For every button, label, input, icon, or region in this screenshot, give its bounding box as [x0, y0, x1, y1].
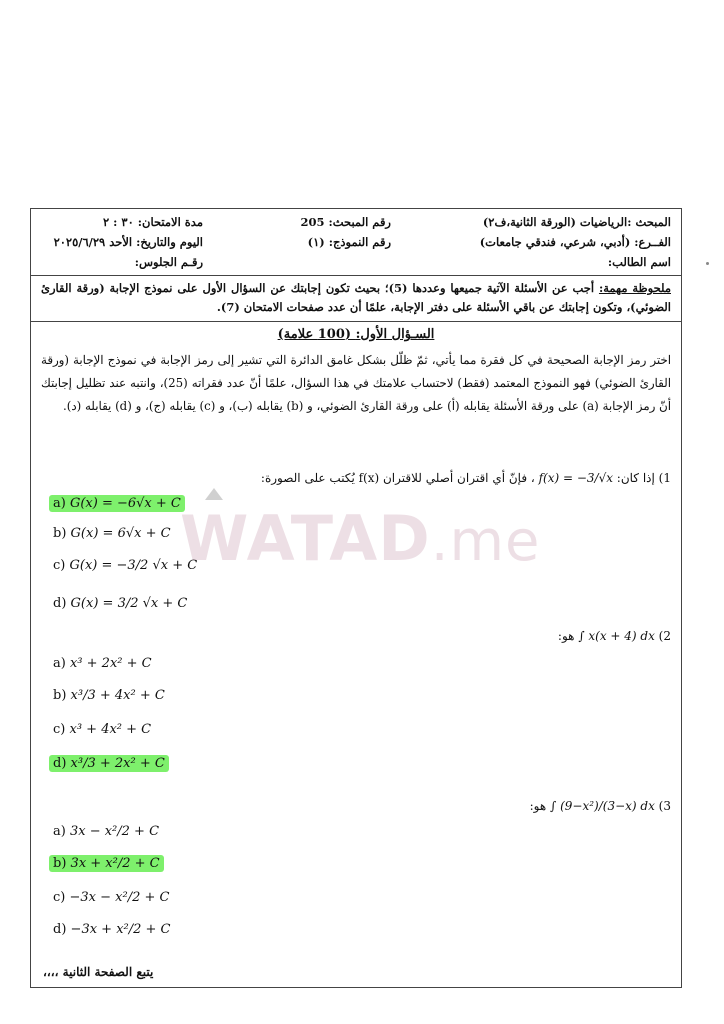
q1-option-c-text: G(x) = −3/2 √x + C — [69, 558, 198, 573]
q1-option-c[interactable] — [49, 557, 201, 574]
q2-stem-end: هو: — [557, 629, 579, 643]
q2-option-d-text: x³/3 + 2x² + C — [70, 756, 165, 771]
important-note — [41, 279, 671, 317]
note-divider — [31, 321, 681, 322]
q2-option-b[interactable] — [49, 687, 169, 704]
q3-option-d-label: d) — [53, 922, 67, 937]
exam-date: اليوم والتاريخ: الأحد ٢٠٢٥/٦/٢٩ — [53, 235, 203, 249]
q2-stem-start: 2) — [654, 629, 671, 643]
q3-option-d[interactable] — [49, 921, 175, 938]
note-text: أجب عن الأسئلة الآتية جميعها وعددها (5)؛ بحيث تكون إجابتك عن السؤال الأول على نموذج الإجابة (ورقة القارئ الضوئي)، وتكون إجابتك عن باقي الأسئلة على دفتر الإجابة، علمًا أن عدد صفحات الامتحان (7). — [41, 281, 671, 314]
question-marks: (100 علامة) — [277, 327, 356, 342]
exam-duration: مدة الامتحان: ٣٠ : ٢ — [102, 215, 203, 229]
q3-option-c-label: c) — [53, 890, 66, 905]
q1-option-b-text: G(x) = 6√x + C — [70, 526, 171, 541]
subject-label: المبحث :الرياضيات (الورقة الثانية،ف٢) — [482, 215, 671, 229]
branch-label: الفــرع: (أدبي، شرعي، فندقي جامعات) — [479, 235, 671, 249]
continue-footer: يتبع الصفحة الثانية ،،،، — [43, 965, 154, 979]
q3-stem-math: ∫ (9−x²)/(3−x) dx — [550, 799, 655, 813]
question-2-stem — [558, 629, 671, 643]
watermark-main: WATAD — [180, 502, 431, 575]
q1-option-d[interactable] — [49, 595, 191, 612]
instructions: اختر رمز الإجابة الصحيحة في كل فقرة مما يأتي، ثمّ ظلّل بشكل غامق الدائرة التي تشير إلى رمز الإجابة في نموذج الإجابة (ورقة القارئ الضوئي) فهو النموذج المعتمد (فقط) لاحتساب علامتك في هذا السؤال، علمًا أنّ عدد فقراته (25)، وانتبه عند تظليل إجابتك أنّ رمز الإجابة (a) على ورقة الأسئلة يقابله (أ) على ورقة القارئ الضوئي، و (b) يقابله (ب)، و (c) يقابله (ج)، و (d) يقابله (د). — [41, 353, 671, 413]
q3-option-a[interactable] — [49, 823, 163, 840]
q2-option-d-label: d) — [53, 756, 67, 771]
q2-stem-math: ∫ x(x + 4) dx — [578, 629, 655, 643]
q2-option-b-label: b) — [53, 688, 67, 703]
q3-option-b-text: 3x + x²/2 + C — [70, 856, 160, 871]
q3-option-d-text: −3x + x²/2 + C — [70, 922, 171, 937]
question-3-stem — [530, 799, 671, 813]
q1-option-b[interactable] — [49, 525, 175, 542]
q1-option-a[interactable] — [49, 495, 185, 512]
subject-code: رقم المبحث: 205 — [300, 215, 391, 229]
q2-option-a-text: x³ + 2x² + C — [69, 656, 152, 671]
question-1-stem — [261, 471, 671, 485]
q2-option-c-text: x³ + 4x² + C — [69, 722, 152, 737]
model-number: رقم النموذج: (١) — [307, 235, 391, 249]
q2-option-d[interactable] — [49, 755, 169, 772]
q1-option-a-text: G(x) = −6√x + C — [69, 496, 181, 511]
watermark — [180, 502, 541, 575]
q1-option-c-label: c) — [53, 558, 66, 573]
q3-stem-start: 3) — [654, 799, 671, 813]
q2-option-c-label: c) — [53, 722, 66, 737]
q1-option-d-text: G(x) = 3/2 √x + C — [70, 596, 188, 611]
q3-option-a-label: a) — [53, 824, 66, 839]
watermark-triangle-icon — [205, 488, 223, 500]
q1-stem-end: ، فإنّ أي اقتران أصلي للاقتران f(x) يُكتب على الصورة: — [260, 471, 539, 485]
q3-option-c[interactable] — [49, 889, 173, 906]
q3-option-b[interactable] — [49, 855, 164, 872]
q1-option-b-label: b) — [53, 526, 67, 541]
q1-stem-math: f(x) = −3/√x — [538, 471, 613, 485]
question-title — [31, 327, 681, 342]
seat-number-label: رقـم الجلوس: — [134, 255, 203, 269]
q2-option-a[interactable] — [49, 655, 156, 672]
note-label: ملحوظة مهمة: — [598, 281, 671, 295]
q1-stem-start: 1) إذا كان: — [612, 471, 671, 485]
question-title-prefix: السـؤال الأول: — [355, 327, 435, 342]
student-name-label: اسم الطالب: — [607, 255, 671, 269]
q1-option-d-label: d) — [53, 596, 67, 611]
header-divider — [31, 275, 681, 276]
q3-option-b-label: b) — [53, 856, 67, 871]
q2-option-c[interactable] — [49, 721, 155, 738]
q2-option-a-label: a) — [53, 656, 66, 671]
q2-option-b-text: x³/3 + 4x² + C — [70, 688, 165, 703]
q3-option-c-text: −3x − x²/2 + C — [69, 890, 170, 905]
q1-option-a-label: a) — [53, 496, 66, 511]
q3-option-a-text: 3x − x²/2 + C — [69, 824, 160, 839]
watermark-suffix: .me — [430, 509, 541, 574]
exam-page — [30, 208, 682, 988]
scan-dot-icon — [706, 262, 709, 265]
q3-stem-end: هو: — [529, 799, 551, 813]
